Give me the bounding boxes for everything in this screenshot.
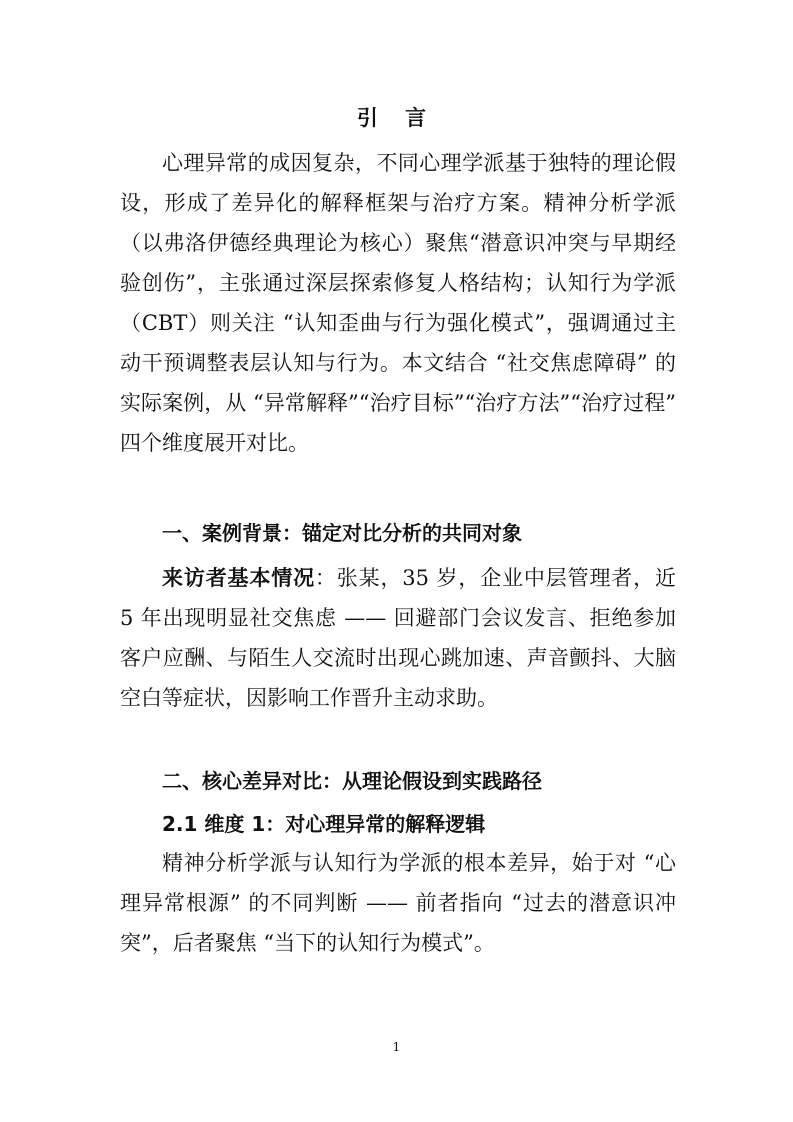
section-2-heading: 二、核心差异对比：从理论假设到实践路径 bbox=[162, 769, 542, 793]
section-2-1-heading: 2.1 维度 1：对心理异常的解释逻辑 bbox=[162, 812, 486, 836]
case-background-label: 来访者基本情况 bbox=[162, 566, 315, 590]
case-background-text: ：张某，35 岁，企业中层管理者，近 5 年出现明显社交焦虑 —— 回避部门会议发言、拒绝参加客户应酬、与陌生人交流时出现心跳加速、声音颤抖、大脑空白等症状，因影响工作晋升主动求助。 bbox=[120, 566, 676, 710]
intro-paragraph: 心理异常的成因复杂，不同心理学派基于独特的理论假设，形成了差异化的解释框架与治疗方案。精神分析学派（以弗洛伊德经典理论为核心）聚焦“潜意识冲突与早期经验创伤”，主张通过深层探索修复人格结构；认知行为学派（CBT）则关注 “认知歪曲与行为强化模式”，强调通过主动干预调整表层认知与行为。本文结合 “社交焦虑障碍” 的实际案例，从 “异常解释”“治疗目标”“治疗方法”“治疗过程” 四个维度展开对比。 bbox=[120, 151, 676, 455]
section-2-1-paragraph: 精神分析学派与认知行为学派的根本差异，始于对 “心理异常根源” 的不同判断 —— 前者指向 “过去的潜意识冲突”，后者聚焦 “当下的认知行为模式”。 bbox=[120, 851, 676, 955]
section-1-heading: 一、案例背景：锚定对比分析的共同对象 bbox=[162, 521, 522, 545]
case-background-paragraph bbox=[120, 558, 676, 718]
page-number: 1 bbox=[392, 1040, 401, 1054]
page-title: 引 言 bbox=[356, 106, 437, 130]
